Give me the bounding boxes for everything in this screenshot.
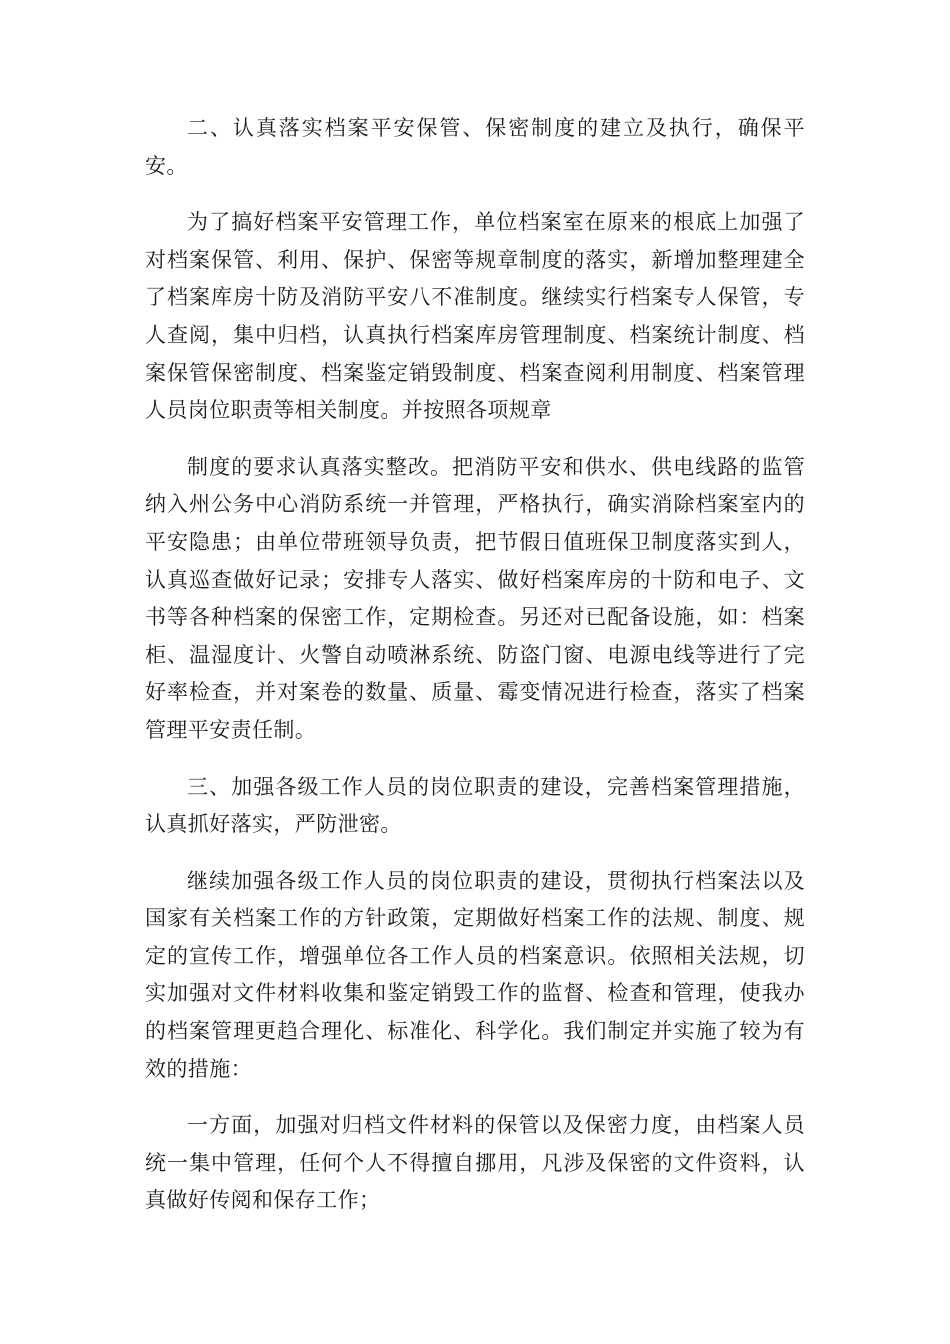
paragraph-first-measure: 一方面，加强对归档文件材料的保管以及保密力度，由档案人员统一集中管理，任何个人不得擅自挪用，凡涉及保密的文件资料，认真做好传阅和保存工作； bbox=[145, 1113, 805, 1213]
paragraph-rectification: 制度的要求认真落实整改。把消防平安和供水、供电线路的监管纳入州公务中心消防系统一并管理，严格执行，确实消除档案室内的平安隐患；由单位带班领导负责，把节假日值班保卫制度落实到人，认真巡查做好记录；安排专人落实、做好档案库房的十防和电子、文书等各种档案的保密工作，定期检查。另还对已配备设施，如：档案柜、温湿度计、火警自动喷淋系统、防盗门窗、电源电线等进行了完好率检查，并对案卷的数量、质量、霉变情况进行检查，落实了档案管理平安责任制。 bbox=[145, 454, 805, 742]
document-body bbox=[145, 110, 805, 1239]
section-heading-three: 三、加强各级工作人员的岗位职责的建设，完善档案管理措施，认真抓好落实，严防泄密。 bbox=[145, 774, 805, 837]
paragraph-archive-safety: 为了搞好档案平安管理工作，单位档案室在原来的根底上加强了对档案保管、利用、保护、保密等规章制度的落实，新增加整理建全了档案库房十防及消防平安八不准制度。继续实行档案专人保管，专人查阅，集中归档，认真执行档案库房管理制度、档案统计制度、档案保管保密制度、档案鉴定销毁制度、档案查阅利用制度、档案管理人员岗位职责等相关制度。并按照各项规章 bbox=[145, 210, 805, 423]
paragraph-responsibilities: 继续加强各级工作人员的岗位职责的建设，贯彻执行档案法以及国家有关档案工作的方针政策，定期做好档案工作的法规、制度、规定的宣传工作，增强单位各工作人员的档案意识。依照相关法规，切实加强对文件材料收集和鉴定销毁工作的监督、检查和管理，使我办的档案管理更趋合理化、标准化、科学化。我们制定并实施了较为有效的措施： bbox=[145, 868, 805, 1081]
section-heading-two: 二、认真落实档案平安保管、保密制度的建立及执行，确保平安。 bbox=[145, 116, 805, 178]
